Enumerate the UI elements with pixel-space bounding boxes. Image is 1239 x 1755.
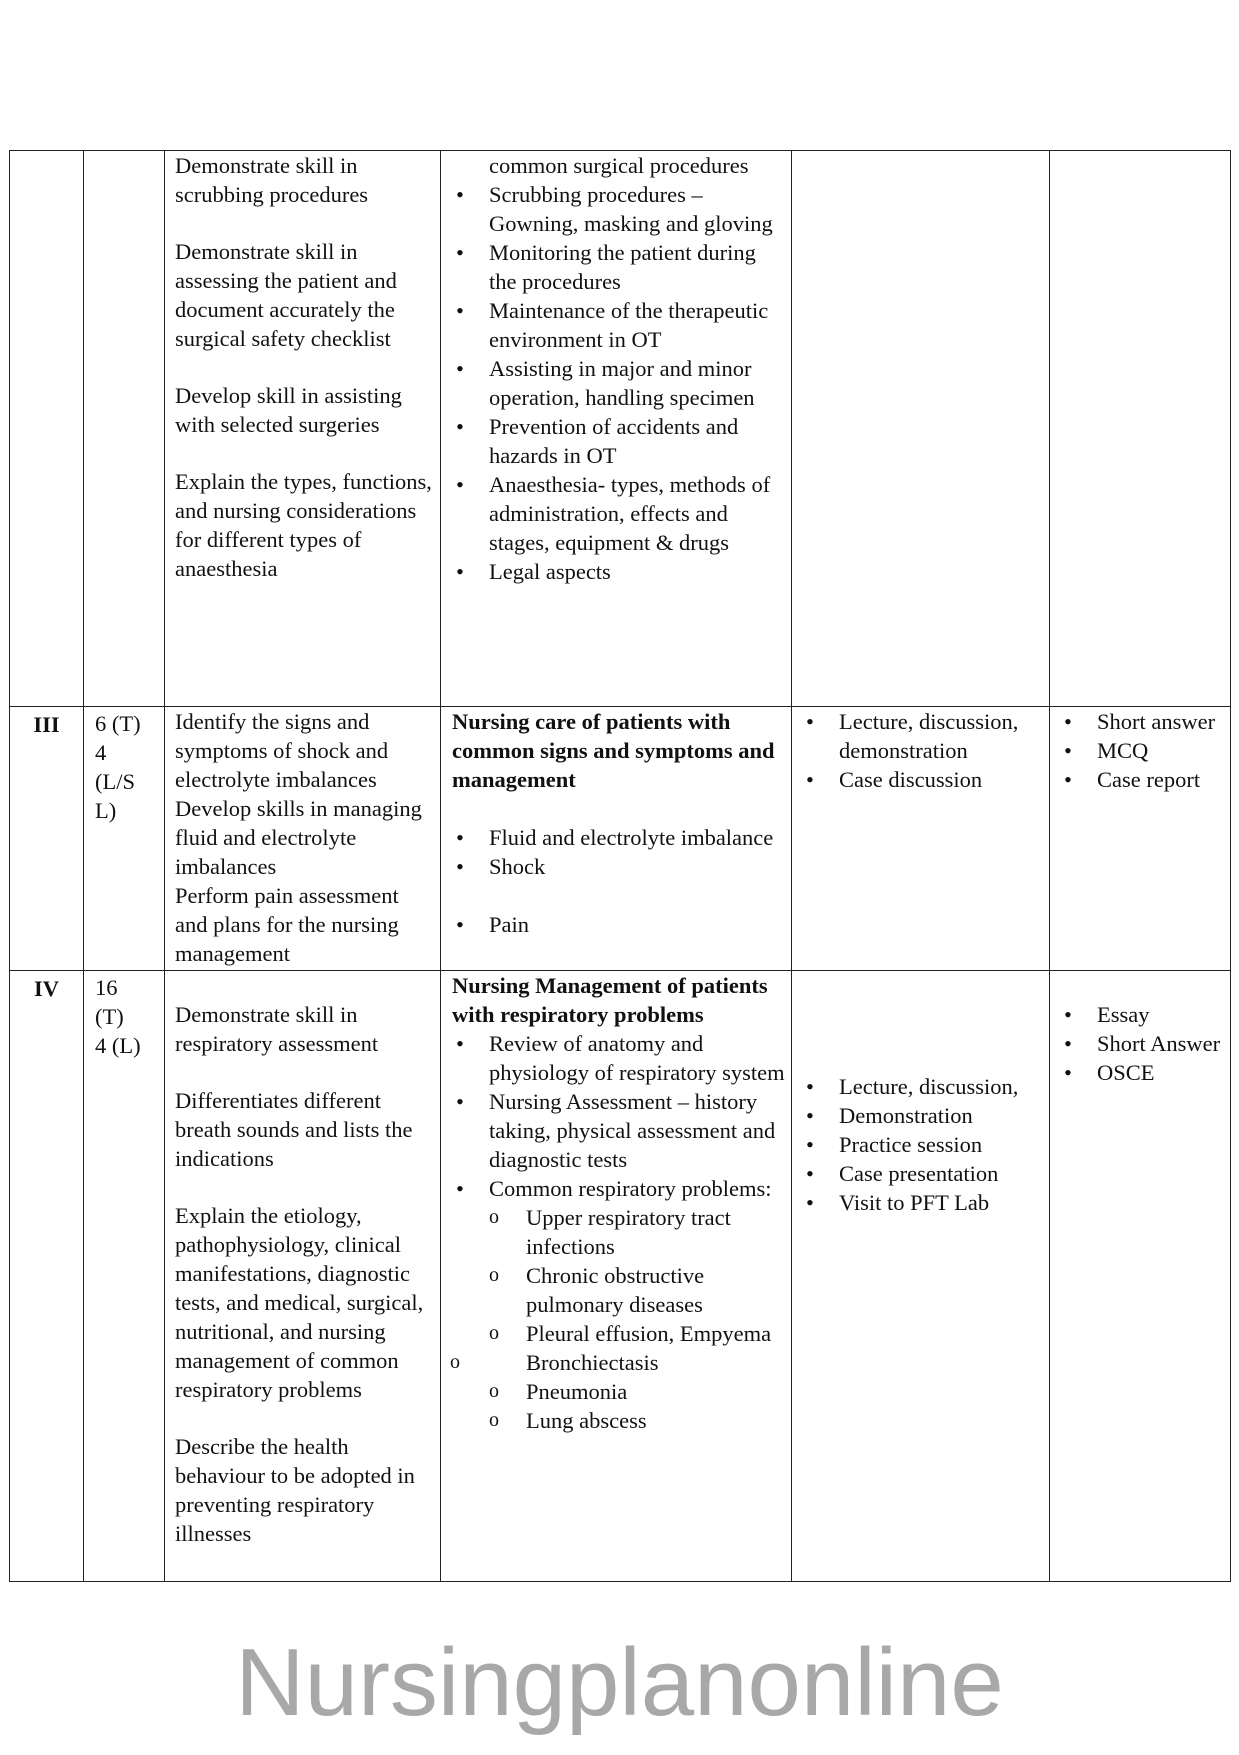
bullet-icon: • xyxy=(806,1190,814,1215)
bullet-icon: • xyxy=(456,559,464,584)
time-cell xyxy=(84,971,165,1582)
content-item: • Pain xyxy=(456,912,530,937)
objectives-cell xyxy=(165,707,441,971)
method-item: • Practice session xyxy=(806,1132,983,1157)
objective-item: Demonstrate skill in respiratory assessment xyxy=(175,1002,379,1056)
content-item: • Fluid and electrolyte imbalance xyxy=(456,825,774,850)
bullet-icon: • xyxy=(456,854,464,879)
table-row-unit-iv xyxy=(10,971,1231,1582)
syllabus-table-container xyxy=(9,150,1230,1582)
content-subitem: o Upper respiratory tract infections xyxy=(489,1205,731,1259)
content-item: • Scrubbing procedures – Gowning, masking and gloving xyxy=(456,182,773,236)
objective-item: Demonstrate skill in assessing the patient and document accurately the surgical safety checklist xyxy=(175,239,397,351)
bullet-icon: • xyxy=(1064,1002,1072,1027)
unit-number: III xyxy=(10,707,84,971)
method-item: • Lecture, discussion, xyxy=(806,1074,1019,1099)
time-cell xyxy=(84,707,165,971)
objective-item: Develop skills in managing fluid and electrolyte imbalances xyxy=(175,796,422,879)
evaluation-item: • Short answer xyxy=(1064,709,1216,734)
content-cell xyxy=(441,151,792,707)
table-row-continuation xyxy=(10,151,1231,707)
content-item: • Anaesthesia- types, methods of administration, effects and stages, equipment & drugs xyxy=(456,472,771,555)
time-line: 6 (T) xyxy=(95,711,141,736)
time-line: 4 (L) xyxy=(95,1033,141,1058)
watermark-text: Nursingplanonline xyxy=(235,1629,1004,1736)
bullet-icon: • xyxy=(1064,767,1072,792)
content-item: • Legal aspects xyxy=(456,559,611,584)
unit-cell xyxy=(10,151,84,707)
unit-number: IV xyxy=(10,971,84,1582)
objective-item: Differentiates different breath sounds and lists the indications xyxy=(175,1088,413,1171)
table-row-unit-iii xyxy=(10,707,1231,971)
circle-bullet-icon: o xyxy=(489,1206,499,1228)
bullet-icon: • xyxy=(806,1161,814,1186)
syllabus-table xyxy=(9,150,1231,1582)
time-line: 4 xyxy=(95,740,107,765)
method-item: • Visit to PFT Lab xyxy=(806,1190,990,1215)
objectives-cell xyxy=(165,151,441,707)
content-item: • Maintenance of the therapeutic environment in OT xyxy=(456,298,769,352)
method-item: • Case discussion xyxy=(806,767,983,792)
bullet-icon: • xyxy=(456,1089,464,1114)
circle-bullet-icon: o xyxy=(489,1264,499,1286)
evaluation-item: • Essay xyxy=(1064,1002,1150,1027)
evaluation-item: • MCQ xyxy=(1064,738,1149,763)
content-item: • Shock xyxy=(456,854,546,879)
circle-bullet-icon: o xyxy=(489,1409,499,1431)
method-item: • Demonstration xyxy=(806,1103,973,1128)
content-item: • Prevention of accidents and hazards in OT xyxy=(456,414,739,468)
bullet-icon: • xyxy=(1064,709,1072,734)
bullet-icon: • xyxy=(1064,738,1072,763)
content-item: • Nursing Assessment – history taking, physical assessment and diagnostic tests xyxy=(456,1089,776,1172)
bullet-icon: • xyxy=(456,356,464,381)
methods-cell xyxy=(792,707,1050,971)
bullet-icon: • xyxy=(806,1103,814,1128)
evaluation-cell xyxy=(1050,707,1231,971)
objective-item: Explain the types, functions, and nursing considerations for different types of anaesthesia xyxy=(175,469,432,581)
bullet-icon: • xyxy=(806,767,814,792)
evaluation-item: • Short Answer xyxy=(1064,1031,1221,1056)
method-item: • Case presentation xyxy=(806,1161,999,1186)
content-item: • Common respiratory problems: xyxy=(456,1176,772,1201)
content-subitem: o Bronchiectasis xyxy=(450,1350,659,1375)
bullet-icon: • xyxy=(1064,1060,1072,1085)
content-cell xyxy=(441,971,792,1582)
objective-item: Explain the etiology, pathophysiology, clinical manifestations, diagnostic tests, and medical, surgical, nutritional, and nursing management of common respiratory problems xyxy=(175,1203,424,1402)
time-line: L) xyxy=(95,798,117,823)
circle-bullet-icon: o xyxy=(489,1322,499,1344)
evaluation-item: • Case report xyxy=(1064,767,1201,792)
bullet-icon: • xyxy=(1064,1031,1072,1056)
objective-item: Describe the health behaviour to be adopted in preventing respiratory illnesses xyxy=(175,1434,415,1546)
objectives-cell xyxy=(165,971,441,1582)
bullet-icon: • xyxy=(806,709,814,734)
bullet-icon: • xyxy=(456,240,464,265)
methods-cell xyxy=(792,151,1050,707)
content-item: • Review of anatomy and physiology of respiratory system xyxy=(456,1031,785,1085)
content-cell xyxy=(441,707,792,971)
time-line: (T) xyxy=(95,1004,124,1029)
bullet-icon: • xyxy=(456,472,464,497)
content-item: • Assisting in major and minor operation, handling specimen xyxy=(456,356,755,410)
objective-item: Perform pain assessment and plans for the nursing management xyxy=(175,883,399,966)
bullet-icon: • xyxy=(456,182,464,207)
content-subitem: o Pleural effusion, Empyema xyxy=(489,1321,772,1346)
objective-item: Identify the signs and symptoms of shock and electrolyte imbalances xyxy=(175,709,389,792)
evaluation-item: • OSCE xyxy=(1064,1060,1155,1085)
content-subitem: o Chronic obstructive pulmonary diseases xyxy=(489,1263,705,1317)
bullet-icon: • xyxy=(456,298,464,323)
evaluation-cell xyxy=(1050,151,1231,707)
objective-item: Demonstrate skill in scrubbing procedures xyxy=(175,153,369,207)
content-subitem: o Lung abscess xyxy=(489,1408,647,1433)
content-subitem: o Pneumonia xyxy=(489,1379,628,1404)
content-heading: Nursing care of patients with common signs and symptoms and management xyxy=(452,709,775,792)
methods-cell xyxy=(792,971,1050,1582)
circle-bullet-icon: o xyxy=(450,1351,460,1373)
time-cell xyxy=(84,151,165,707)
bullet-icon: • xyxy=(806,1132,814,1157)
bullet-icon: • xyxy=(806,1074,814,1099)
content-continuation: common surgical procedures xyxy=(489,153,749,178)
bullet-icon: • xyxy=(456,414,464,439)
evaluation-cell xyxy=(1050,971,1231,1582)
time-line: 16 xyxy=(95,975,118,1000)
objective-item: Develop skill in assisting with selected surgeries xyxy=(175,383,402,437)
bullet-icon: • xyxy=(456,825,464,850)
content-heading: Nursing Management of patients with respiratory problems xyxy=(452,973,768,1027)
content-item: • Monitoring the patient during the procedures xyxy=(456,240,756,294)
bullet-icon: • xyxy=(456,912,464,937)
time-line: (L/S xyxy=(95,769,136,794)
method-item: • Lecture, discussion, demonstration xyxy=(806,709,1019,763)
bullet-icon: • xyxy=(456,1176,464,1201)
circle-bullet-icon: o xyxy=(489,1380,499,1402)
bullet-icon: • xyxy=(456,1031,464,1056)
